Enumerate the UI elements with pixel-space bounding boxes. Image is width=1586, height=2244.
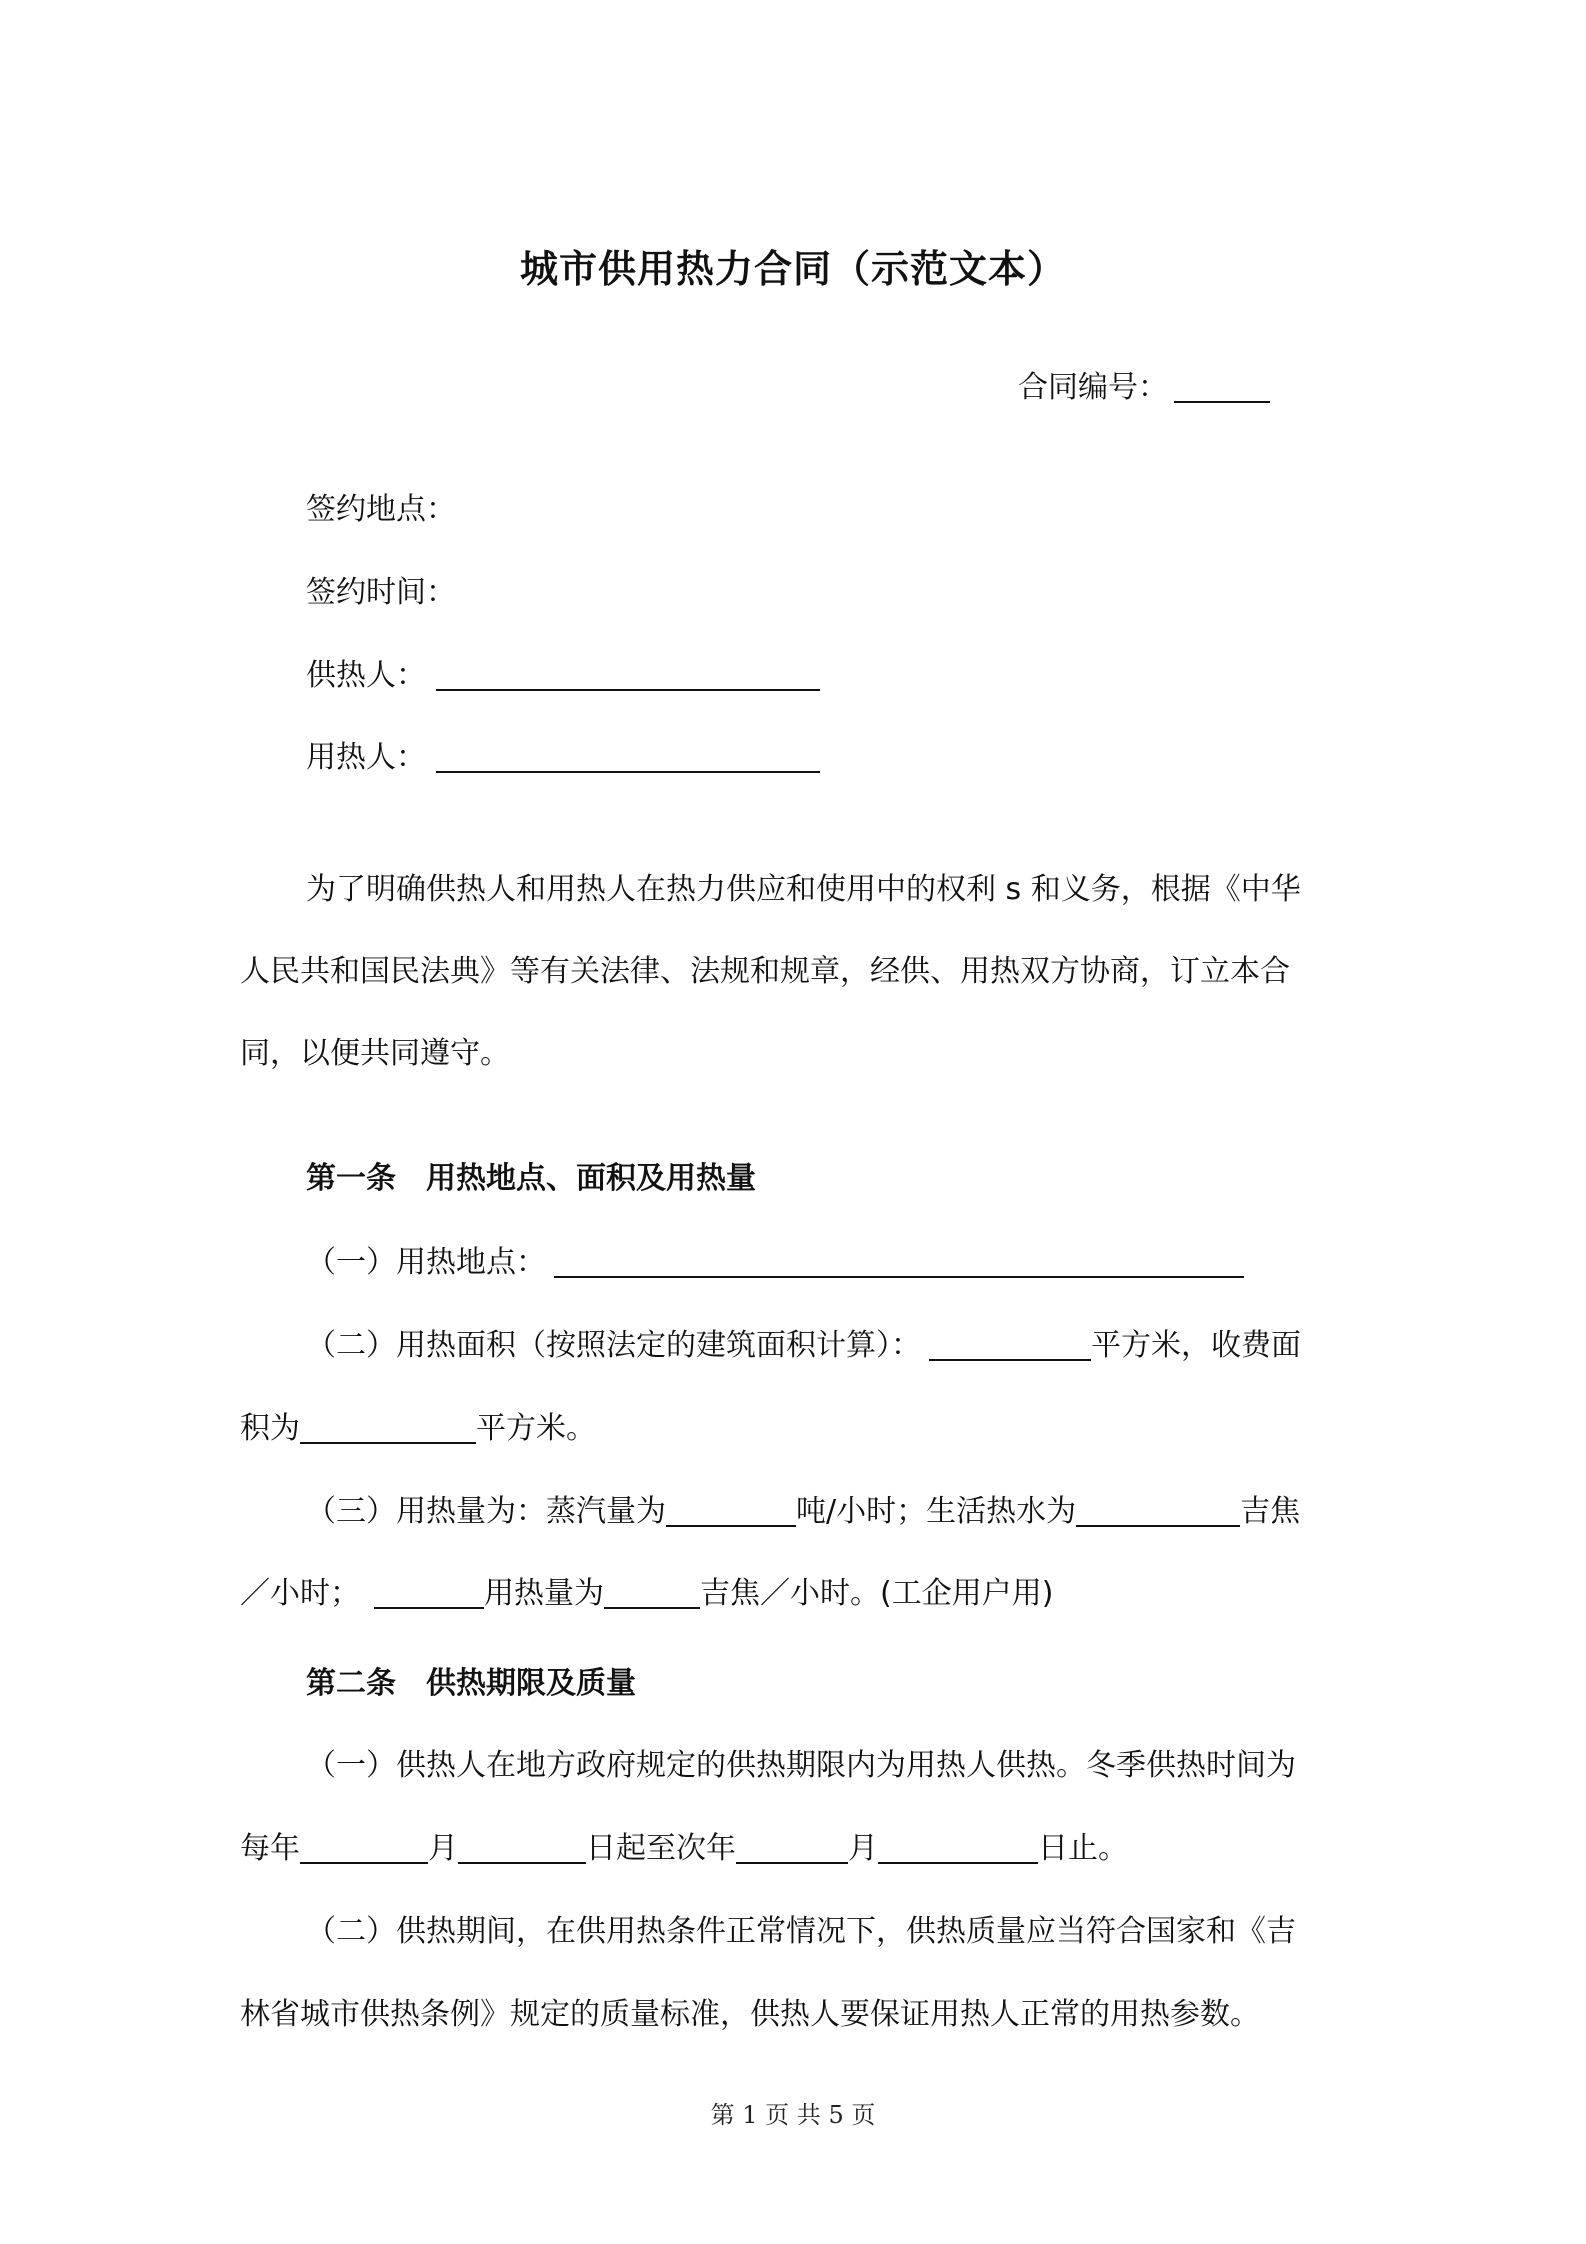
article-2-item-2-line-2: 林省城市供热条例》规定的质量标准，供热人要保证用热人正常的用热参数。 — [240, 1997, 1260, 2032]
hot-water-unit: 吉焦 — [1240, 1494, 1301, 1529]
heating-period-p2: 月 — [428, 1831, 458, 1866]
heat-amount-end: 吉焦／小时。(工企用户用) — [700, 1576, 1054, 1611]
heating-period-p1: 每年 — [240, 1831, 300, 1866]
article-2-item-1-line-1: （一）供热人在地方政府规定的供热期限内为用热人供热。冬季供热时间为 — [306, 1748, 1296, 1783]
page-footer: 第 1 页 共 5 页 — [710, 2101, 876, 2129]
charge-area-blank[interactable] — [300, 1410, 476, 1444]
contract-number-field — [1018, 368, 1270, 408]
end-month-blank[interactable] — [736, 1830, 848, 1864]
article-2-item-1-line-2 — [240, 1829, 1128, 1869]
article-1-item-2-line-2 — [240, 1409, 596, 1449]
charge-area-unit: 平方米。 — [476, 1411, 596, 1446]
heating-period-p5: 日止。 — [1038, 1831, 1128, 1866]
heat-amount-blank[interactable] — [604, 1575, 700, 1609]
sign-time-label: 签约时间： — [306, 575, 456, 610]
per-hour-prefix: ／小时； — [240, 1576, 360, 1611]
start-month-blank[interactable] — [300, 1830, 428, 1864]
heat-area-blank[interactable] — [929, 1327, 1091, 1361]
heat-amount-mid: 用热量为 — [484, 1576, 604, 1611]
heat-location-label: （一）用热地点： — [306, 1245, 546, 1280]
article-1-heading: 第一条 用热地点、面积及用热量 — [306, 1161, 756, 1196]
contract-number-label: 合同编号： — [1018, 370, 1168, 405]
hot-water-blank[interactable] — [1076, 1493, 1240, 1527]
article-2-item-2-line-1: （二）供热期间，在供用热条件正常情况下，供热质量应当符合国家和《吉 — [306, 1914, 1296, 1949]
start-day-blank[interactable] — [458, 1830, 586, 1864]
heat-area-unit: 平方米，收费面 — [1091, 1328, 1301, 1363]
heat-location-blank[interactable] — [554, 1244, 1244, 1278]
preamble-line-1: 为了明确供热人和用热人在热力供应和使用中的权利 s 和义务，根据《中华 — [306, 872, 1301, 907]
heat-area-text: （二）用热面积（按照法定的建筑面积计算）： — [306, 1328, 921, 1363]
end-day-blank[interactable] — [878, 1830, 1038, 1864]
steam-amount-blank[interactable] — [666, 1493, 796, 1527]
supplier-label: 供热人： — [306, 658, 426, 693]
steam-unit: 吨/小时；生活热水为 — [796, 1494, 1077, 1529]
heating-period-p4: 月 — [848, 1831, 878, 1866]
charge-area-prefix: 积为 — [240, 1411, 300, 1446]
user-field — [306, 738, 820, 778]
preamble-line-2: 人民共和国民法典》等有关法律、法规和规章，经供、用热双方协商，订立本合 — [240, 954, 1290, 989]
preamble-line-3: 同，以便共同遵守。 — [240, 1036, 510, 1071]
article-1-item-1 — [306, 1243, 1244, 1283]
heating-period-p3: 日起至次年 — [586, 1831, 736, 1866]
sign-time-field — [306, 573, 456, 613]
sign-place-label: 签约地点： — [306, 492, 456, 527]
article-1-item-3-line-1 — [306, 1492, 1300, 1532]
article-1-item-2-line-1 — [306, 1326, 1301, 1366]
sign-place-field — [306, 490, 456, 530]
article-2-heading: 第二条 供热期限及质量 — [306, 1666, 636, 1701]
supplier-blank[interactable] — [436, 657, 820, 691]
industrial-type-blank[interactable] — [374, 1575, 484, 1609]
article-1-item-3-line-2 — [240, 1574, 1053, 1614]
contract-number-blank[interactable] — [1174, 369, 1270, 403]
supplier-field — [306, 656, 820, 696]
heat-quantity-prefix: （三）用热量为：蒸汽量为 — [306, 1494, 666, 1529]
document-title: 城市供用热力合同（示范文本） — [519, 247, 1066, 291]
user-label: 用热人： — [306, 740, 426, 775]
user-blank[interactable] — [436, 739, 820, 773]
